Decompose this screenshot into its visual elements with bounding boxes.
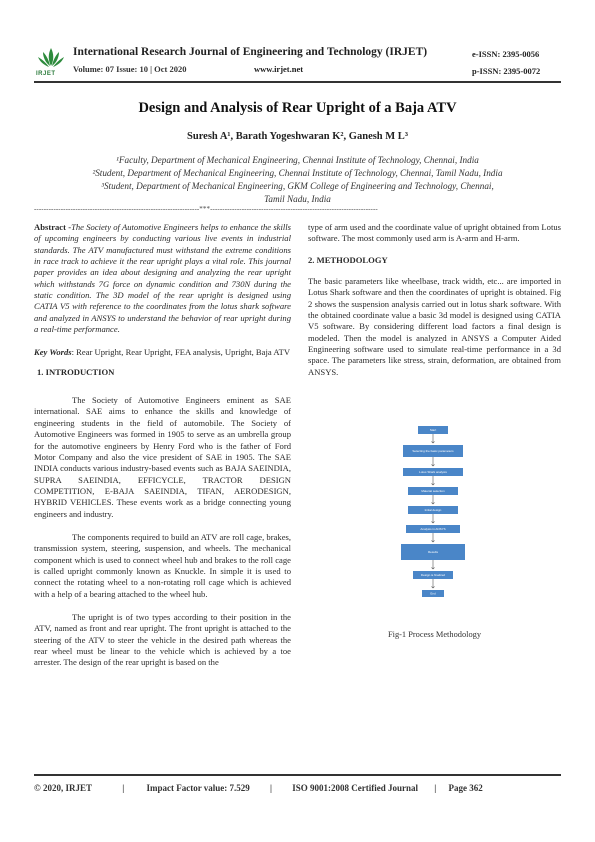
footer-divider: | [122, 783, 125, 793]
abstract [34, 222, 291, 335]
abstract-label: Abstract - [34, 222, 72, 232]
affiliation-3-cont: Tamil Nadu, India [264, 194, 331, 204]
pissn: p-ISSN: 2395-0072 [472, 66, 541, 76]
keywords-text: : Rear Upright, Rear Upright, FEA analysis, Upright, Baja ATV [71, 347, 291, 358]
eissn: e-ISSN: 2395-0056 [472, 49, 540, 59]
continued-paragraph: type of arm used and the coordinate value of upright obtained from Lotus software. The most commonly used arm is A-arm and H-arm. [308, 222, 561, 244]
paper-title: Design and Analysis of Rear Upright of a Baja ATV [138, 100, 457, 116]
footer-copyright: © 2020, IRJET [34, 783, 92, 793]
flow-step-label: Selecting the basic parameters [412, 449, 454, 454]
intro-paragraph-3: The upright is of two types according to their position in the ATV, named as front and rear upright. The front upright is attached to the steering of the ATV to steer the vehicle in the desired path whereas the rear wheel must be linear to the vehicle which is achieved by a toe arrester. The design of the rear upright is based on the [34, 611, 291, 668]
logo-text: IRJET [36, 71, 56, 77]
footer-divider: | [434, 783, 437, 793]
methodology-heading: 2. METHODOLOGY [308, 254, 388, 265]
paper-authors: Suresh A¹, Barath Yogeshwaran K², Ganesh M L³ [187, 131, 408, 142]
flow-step-label: End [430, 591, 436, 596]
footer [34, 783, 561, 793]
section-separator: --------------------------------------------------------------------***--------------------------------------------------------------------- [34, 205, 378, 213]
journal-name: International Research Journal of Engineering and Technology (IRJET) [73, 46, 428, 58]
footer-rule [34, 774, 561, 776]
footer-divider: | [270, 783, 273, 793]
flow-step-label: Start [429, 428, 437, 433]
affiliation-3: ³Student, Department of Mechanical Engineering, GKM College of Engineering and Technology, Chennai, [101, 181, 494, 191]
flow-step-label: Material selection [421, 489, 445, 494]
volume-info: Volume: 07 Issue: 10 | Oct 2020 [73, 64, 187, 74]
intro-paragraph-1: The Society of Automotive Engineers eminent as SAE international. SAE aims to enhance the skills and knowledge of engineering students in the field of automobile. The Society of Automotive Engineers was formed in 1905 to serve as an umbrella group for the automotive engineers by Henry Ford who is the father of Ford Motor Company and also the vice president of SAE in 1905. The SAE INDIA conducts various industry-based events such as BAJA SAEINDIA, SUPRA SAEINDIA, EFFICYCLE, TRACTOR DESIGN COMPETITION, E-BAJA SAEINDIA, TIFAN, AERODESIGN, HYBRID VEHICLES. These events work as a bridge connecting young engineers and industry. [34, 395, 291, 519]
intro-heading: 1. INTRODUCTION [37, 366, 115, 377]
intro-paragraph-2: The components required to build an ATV are roll cage, brakes, transmission system, steering, suspension, and wheels. The mechanical component which is used to connect wheel hub and brakes to the roll cage is called upright commonly known as Knuckle. In simple it is used to connect the rotating wheel to a non-rotating roll cage which is achieved with a help of a bearing attached to the wheel hub. [34, 531, 291, 599]
flow-step-label: Initial design [424, 508, 442, 513]
footer-iso: ISO 9001:2008 Certified Journal [292, 783, 419, 793]
affiliation-1: ¹Faculty, Department of Mechanical Engineering, Chennai Institute of Technology, Chennai, India [116, 155, 479, 165]
figure-caption: Fig-1 Process Methodology [387, 630, 482, 639]
abstract-text: The Society of Automotive Engineers helps to enhance the skills of upcoming engineers by conducting various live events in industrial standards. The ATV manufactured must withstand the extreme conditions in race track to achieve it the rear upright plays a vital role. This journal paper provides an idea about designing and analyzing the rear upright which withstands 7G force on dynamic condition and 730N during the static condition. The 3D model of the rear upright is designed using CATIA V5 with reference to the coordinates from the lotus shark software and analyzed in ANSYS to understand the behavior of rear upright during a real-time performance. [34, 222, 291, 335]
keywords [34, 347, 291, 358]
flow-step-label: Lotus Shark analysis [419, 470, 447, 475]
footer-page: Page 362 [448, 783, 483, 793]
right-column [308, 222, 561, 378]
keywords-label: Key Words [34, 347, 72, 358]
flow-step-label: Design is finalized [420, 573, 446, 578]
flow-step-label: Analysis in ANSYS [420, 527, 446, 532]
left-column [34, 222, 291, 669]
flow-step-label: Results [427, 550, 439, 555]
header-rule [34, 81, 561, 83]
process-methodology-flowchart [372, 424, 494, 612]
footer-impact-factor: Impact Factor value: 7.529 [146, 783, 250, 793]
affiliation-2: ²Student, Department of Mechanical Engineering, Chennai Institute of Technology, Chennai, Tamil Nadu, India [92, 168, 503, 178]
methodology-paragraph: The basic parameters like wheelbase, track width, etc... are imported in Lotus Shark software and then the coordinates of upright is obtained. Fig 2 shows the suspension analysis carried out in lotus shark software. With the obtained coordinate value a basic 3d model is designed using CATIA V5 software. By considering different load factors a final design is modeled. Then the model is analyzed in ANSYS a Computer Aided Engineering software used to simulate real-time performance in a 3d space. The parameters like stress, strain, deformation, are obtained from ANSYS. [308, 276, 561, 377]
journal-url[interactable]: www.irjet.net [254, 64, 304, 74]
